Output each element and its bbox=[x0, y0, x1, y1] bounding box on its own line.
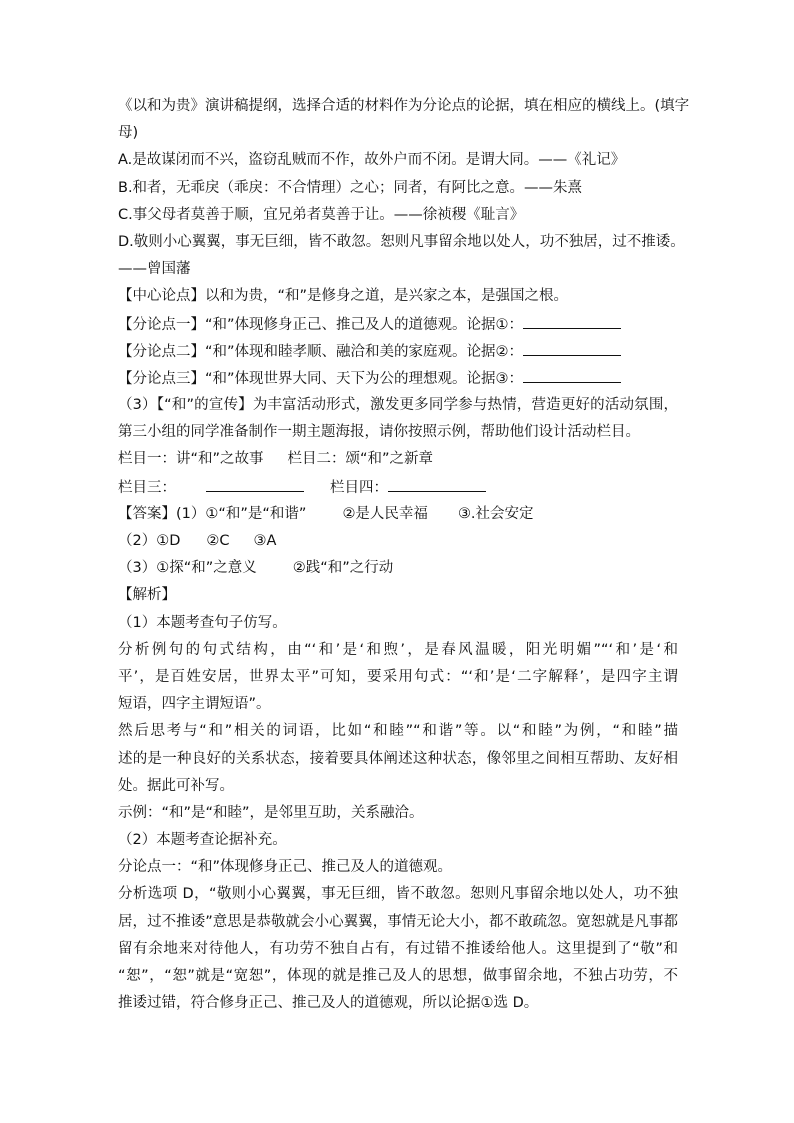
answer-blank-2[interactable] bbox=[523, 338, 621, 356]
intro-line-1: 《以和为贵》演讲稿提纲，选择合适的材料作为分论点的论据，填在相应的横线上。(填字 bbox=[118, 98, 690, 114]
column-row-1 bbox=[118, 446, 678, 473]
analysis-p7-line-2: 居，过不推诿”意思是恭敬就会小心翼翼，事情无论大小，都不敢疏忽。宽恕就是凡事都 bbox=[118, 913, 678, 930]
analysis-p7-line-5: 推诿过错，符合修身正己、推己及人的道德观，所以论据①选 D。 bbox=[118, 995, 539, 1012]
analysis-p3-line-2: 述的是一种良好的关系状态，接着要具体阐述这种状态，像邻里之间相互帮助、友好相 bbox=[118, 750, 678, 767]
option-a: A.是故谋闭而不兴，盗窃乱贼而不作，故外户而不闭。是谓大同。——《礼记》 bbox=[118, 152, 626, 169]
answer-2-a: （2）①D bbox=[118, 533, 181, 549]
analysis-p6: 分论点一：“和”体现修身正己、推己及人的道德观。 bbox=[118, 859, 453, 876]
answer-line-1 bbox=[118, 501, 678, 528]
answer-line-2 bbox=[118, 528, 678, 555]
answer-1-c: ③.社会安定 bbox=[457, 505, 534, 522]
answer-1-a: 【答案】(1）①“和”是“和谐” bbox=[118, 505, 307, 522]
sub-argument-1 bbox=[118, 311, 678, 338]
analysis-p7-line-4: “恕”，“恕”就是“宽恕”，体现的就是推己及人的思想，做事留余地，不独占功劳，不 bbox=[118, 968, 678, 984]
analysis-p2-line-3: 短语，四字主谓短语”。 bbox=[118, 696, 271, 713]
sub-argument-3 bbox=[118, 365, 678, 392]
answer-2-b: ②C bbox=[206, 533, 230, 549]
analysis-p7-line-3: 留有余地来对待他人，有功劳不独自占有，有过错不推诿给他人。这里提到了“敬”和 bbox=[118, 940, 678, 957]
analysis-heading: 【解析】 bbox=[118, 587, 176, 604]
answer-blank-3[interactable] bbox=[523, 365, 621, 383]
sub-argument-2-text: 【分论点二】“和”体现和睦孝顺、融洽和美的家庭观。论据②： bbox=[118, 343, 524, 360]
column-3-blank[interactable] bbox=[206, 474, 304, 492]
intro-line-2: 母) bbox=[118, 125, 139, 142]
answer-1-b: ②是人民幸福 bbox=[342, 505, 428, 522]
analysis-p3-line-3: 处。据此可补写。 bbox=[118, 777, 234, 794]
column-1: 栏目一：讲“和”之故事 bbox=[118, 451, 264, 468]
analysis-p2-line-2: 平’，是百姓安居，世界太平”可知，要采用句式：“‘和’是‘二字解释’，是四字主谓 bbox=[118, 668, 678, 685]
column-row-2 bbox=[118, 474, 678, 501]
analysis-p4: 示例：“和”是“和睦”，是邻里互助，关系融洽。 bbox=[118, 804, 424, 821]
question-3-line-1: （3）【“和”的宣传】为丰富活动形式，激发更多同学参与热情，营造更好的活动氛围， bbox=[118, 397, 678, 414]
sub-argument-1-text: 【分论点一】“和”体现修身正己、推己及人的道德观。论据①： bbox=[118, 316, 524, 333]
answer-2-c: ③A bbox=[253, 533, 277, 549]
option-b: B.和者，无乖戾（乖戾：不合情理）之心；同者，有阿比之意。——朱熹 bbox=[118, 179, 583, 196]
column-4-blank[interactable] bbox=[388, 474, 486, 492]
column-2: 栏目二：颂“和”之新章 bbox=[287, 451, 434, 468]
answer-blank-1[interactable] bbox=[523, 311, 621, 329]
analysis-p2-line-1: 分析例句的句式结构，由“‘和’是‘和煦’，是春风温暖，阳光明媚”“‘和’是‘和 bbox=[118, 641, 678, 658]
question-3-line-2: 第三小组的同学准备制作一期主题海报，请你按照示例，帮助他们设计活动栏目。 bbox=[118, 424, 640, 441]
answer-3-a: （3）①探“和”之意义 bbox=[118, 560, 257, 577]
answer-line-3 bbox=[118, 555, 678, 582]
document-page bbox=[118, 93, 690, 1017]
option-d-line-1: D.敬则小心翼翼，事无巨细，皆不敢忽。恕则凡事留余地以处人，功不独居，过不推诿。 bbox=[118, 233, 685, 250]
analysis-p3-line-1: 然后思考与“和”相关的词语，比如“和睦”“和谐”等。以“和睦”为例，“和睦”描 bbox=[118, 723, 678, 740]
column-3-label: 栏目三： bbox=[118, 479, 176, 496]
sub-argument-3-text: 【分论点三】“和”体现世界大同、天下为公的理想观。论据③： bbox=[118, 370, 524, 387]
center-argument: 【中心论点】以和为贵，“和”是修身之道，是兴家之本，是强国之根。 bbox=[118, 288, 569, 305]
column-4-label: 栏目四： bbox=[330, 479, 388, 496]
analysis-p1: （1）本题考查句子仿写。 bbox=[118, 614, 287, 631]
sub-argument-2 bbox=[118, 338, 678, 365]
answer-3-b: ②践“和”之行动 bbox=[292, 560, 394, 577]
analysis-p7-line-1: 分析选项 D，“敬则小心翼翼，事无巨细，皆不敢忽。恕则凡事留余地以处人，功不独 bbox=[118, 886, 678, 903]
option-d-line-2: ——曾国藩 bbox=[118, 261, 191, 278]
analysis-p5: （2）本题考查论据补充。 bbox=[118, 832, 287, 849]
option-c: C.事父母者莫善于顺，宜兄弟者莫善于让。——徐祯稷《耻言》 bbox=[118, 206, 525, 223]
